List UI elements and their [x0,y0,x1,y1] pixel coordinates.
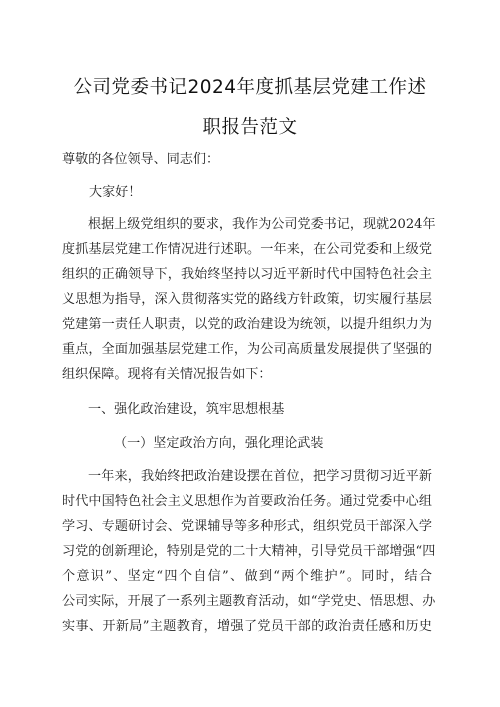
body-line-3: 学习、专题研讨会、党课辅导等多种形式，组织党员干部深入学 [62,519,432,534]
intro-line-3: 组织的正确领导下，我始终坚持以习近平新时代中国特色社会主 [62,267,432,282]
intro-line-2: 度抓基层党建工作情况进行述职。一年来，在公司党委和上级党 [62,242,432,257]
document-title-line-1: 公司党委书记2024年度抓基层党建工作述 [73,77,427,98]
intro-line-1: 根据上级党组织的要求，我作为公司党委书记，现就2024年 [88,217,436,232]
body-line-2: 时代中国特色社会主义思想作为首要政治任务。通过党委中心组 [62,494,432,509]
body-line-4: 习党的创新理论，特别是党的二十大精神，引导党员干部增强“四 [62,544,436,559]
body-line-5: 个意识”、坚定“四个自信”、做到“两个维护”。同时，结合 [62,569,432,584]
body-line-1: 一年来，我始终把政治建设摆在首位，把学习贯彻习近平新 [88,469,432,484]
document-title-line-2: 职报告范文 [202,117,298,138]
intro-line-4: 义思想为指导，深入贯彻落实党的路线方针政策，切实履行基层 [62,292,432,307]
body-line-7: 实事、开新局”主题教育，增强了党员干部的政治责任感和历史 [62,619,432,634]
intro-line-7: 组织保障。现将有关情况报告如下： [62,367,272,382]
greeting: 大家好！ [89,185,142,200]
subsection-1-heading: （一）坚定政治方向，强化理论武装 [114,436,324,451]
body-line-6: 公司实际，开展了一系列主题教育活动，如“学党史、悟思想、办 [62,594,436,609]
intro-line-6: 重点，全面加强基层党建工作，为公司高质量发展提供了坚强的 [62,342,432,357]
section-1-heading: 一、强化政治建设，筑牢思想根基 [88,402,285,417]
salutation: 尊敬的各位领导、同志们： [62,152,220,167]
intro-line-5: 党建第一责任人职责，以党的政治建设为统领，以提升组织力为 [62,317,432,332]
